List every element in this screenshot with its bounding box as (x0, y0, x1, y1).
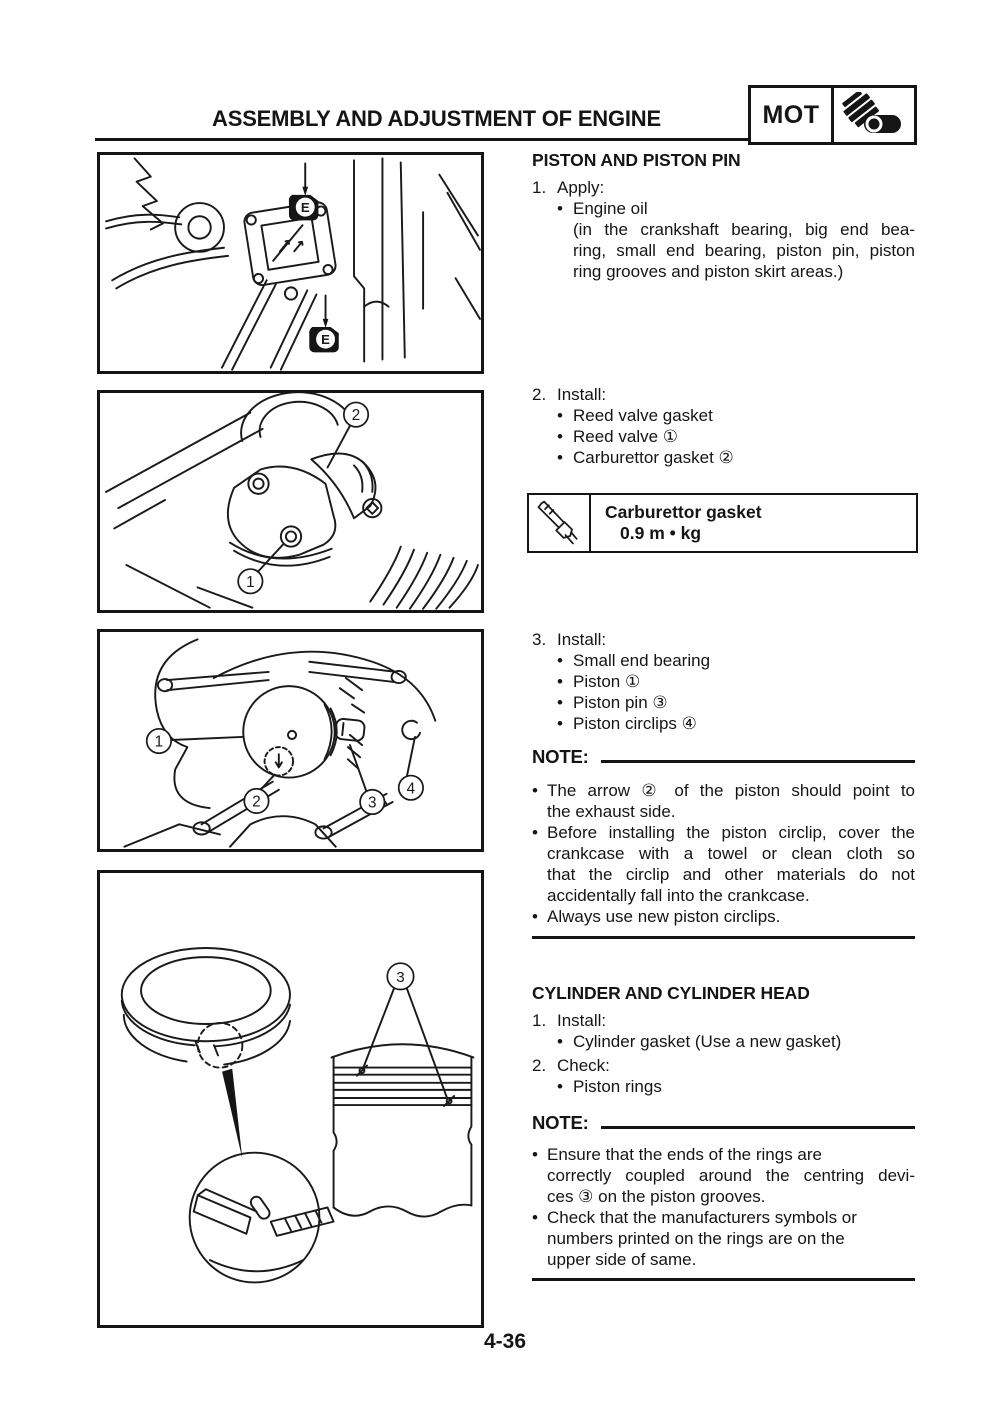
list-item-text: Piston circlips ④ (573, 714, 697, 733)
oil-can-icon (309, 296, 339, 353)
torque-wrench-icon (529, 495, 591, 551)
list-bullet: • (557, 406, 563, 425)
list-bullet: • (557, 693, 563, 712)
callout-1: 1 (246, 573, 255, 591)
note-header (532, 1112, 915, 1133)
step-number: 1. (532, 1011, 547, 1030)
note-line: Before installing the piston circlip, cover the (547, 823, 915, 842)
note-header (532, 746, 915, 767)
title-rule (95, 138, 750, 141)
paragraph-line: ring, small end bearing, piston pin, piston (573, 241, 915, 260)
note-item (532, 1207, 915, 1270)
list-bullet: • (532, 907, 538, 926)
note-line: that the circlip and other materials do not (547, 865, 915, 884)
list-bullet: • (557, 427, 563, 446)
step-number: 2. (532, 1056, 547, 1075)
figure-piston-installation (97, 629, 484, 852)
note-end-rule (532, 936, 915, 939)
note-line: accidentally fall into the crankcase. (547, 886, 810, 905)
mot-badge (748, 85, 917, 145)
list-item (557, 692, 915, 713)
note-label: NOTE: (532, 746, 589, 767)
note-line: numbers printed on the rings are on the (547, 1229, 845, 1248)
list-item-text: Piston ① (573, 672, 641, 691)
list-item-text: Cylinder gasket (Use a new gasket) (573, 1032, 842, 1051)
note-line: crankcase with a towel or clean cloth so (547, 844, 915, 863)
oil-locations-paragraph (573, 219, 915, 282)
note-rule (601, 760, 915, 763)
step-apply-engine-oil (532, 177, 915, 282)
list-item (557, 650, 915, 671)
section-heading-piston: PISTON AND PISTON PIN (532, 150, 741, 170)
step-install-piston (532, 629, 915, 734)
step-number: 3. (532, 630, 547, 649)
note-end-rule (532, 1278, 915, 1281)
note-line: The arrow ② of the piston should point to (547, 781, 915, 800)
callout-4: 4 (406, 780, 416, 798)
callout-3: 3 (368, 794, 377, 812)
step-number: 1. (532, 178, 547, 197)
callout-1: 1 (154, 733, 164, 751)
paragraph-line: ring grooves and piston skirt areas.) (573, 262, 844, 281)
note-rule (601, 1126, 915, 1129)
page-title: ASSEMBLY AND ADJUSTMENT OF ENGINE (212, 106, 661, 131)
note-line: correctly coupled around the centring devi- (547, 1166, 915, 1185)
list-item-text: Reed valve ① (573, 427, 679, 446)
oil-symbol-label: E (321, 331, 330, 347)
list-item (557, 1031, 915, 1052)
torque-spec-text (591, 495, 762, 551)
page-number: 4-36 (483, 1330, 527, 1353)
figure-piston-rings (97, 870, 484, 1328)
step-row (532, 384, 915, 405)
note-line: upper side of same. (547, 1250, 697, 1269)
list-bullet: • (557, 199, 563, 218)
step-install-reed-valve (532, 384, 915, 468)
step-row (532, 177, 915, 198)
list-bullet: • (557, 1032, 563, 1051)
step-row (532, 1010, 915, 1031)
figure-reed-valve-joint (97, 390, 484, 613)
list-item (557, 671, 915, 692)
note-label: NOTE: (532, 1112, 589, 1133)
list-bullet: • (532, 1145, 538, 1164)
step-action: Install: (557, 630, 607, 649)
step-action: Apply: (557, 178, 605, 197)
note-item (532, 906, 915, 927)
list-item (557, 426, 915, 447)
step-action: Install: (557, 385, 607, 404)
list-item (557, 713, 915, 734)
note-line: Ensure that the ends of the rings are (547, 1145, 823, 1164)
note-line: Always use new piston circlips. (547, 907, 781, 926)
paragraph-line: (in the crankshaft bearing, big end bea- (573, 220, 915, 239)
list-item-text: Engine oil (573, 199, 648, 218)
oil-can-icon (289, 163, 319, 220)
note-body-cylinder (532, 1144, 915, 1270)
list-item (557, 447, 915, 468)
mot-badge-label: MOT (751, 88, 834, 142)
list-item (557, 1076, 915, 1097)
list-item-text: Piston pin ③ (573, 693, 668, 712)
callout-2: 2 (252, 793, 261, 811)
oil-symbol-label: E (300, 199, 310, 215)
list-bullet: • (532, 823, 538, 842)
list-item (557, 198, 915, 219)
step-action: Install: (557, 1011, 607, 1030)
steps-cylinder (532, 1010, 915, 1097)
list-item-text: Piston rings (573, 1077, 662, 1096)
torque-item-label: Carburettor gasket (605, 502, 762, 522)
list-item-text: Reed valve gasket (573, 406, 713, 425)
torque-value: 0.9 m • kg (620, 523, 702, 543)
list-bullet: • (557, 1077, 563, 1096)
list-bullet: • (532, 1208, 538, 1227)
list-item-text: Small end bearing (573, 651, 711, 670)
figure-crankcase-oiling (97, 152, 484, 374)
list-bullet: • (557, 448, 563, 467)
note-body-piston (532, 780, 915, 927)
list-item (557, 405, 915, 426)
callout-2: 2 (351, 407, 361, 425)
list-bullet: • (557, 651, 563, 670)
engine-icon (834, 88, 914, 142)
list-item-text: Carburettor gasket ② (573, 448, 734, 467)
list-bullet: • (557, 672, 563, 691)
list-bullet: • (557, 714, 563, 733)
note-item (532, 1144, 915, 1207)
list-bullet: • (532, 781, 538, 800)
note-line: ces ③ on the piston grooves. (547, 1187, 766, 1206)
step-number: 2. (532, 385, 547, 404)
note-item (532, 822, 915, 906)
note-line: the exhaust side. (547, 802, 676, 821)
callout-3: 3 (396, 968, 405, 986)
torque-spec-box (527, 493, 918, 553)
step-row (532, 629, 915, 650)
note-item (532, 780, 915, 822)
section-heading-cylinder: CYLINDER AND CYLINDER HEAD (532, 983, 810, 1003)
step-action: Check: (557, 1056, 610, 1075)
step-row (532, 1055, 915, 1076)
note-line: Check that the manufacturers symbols or (547, 1208, 857, 1227)
